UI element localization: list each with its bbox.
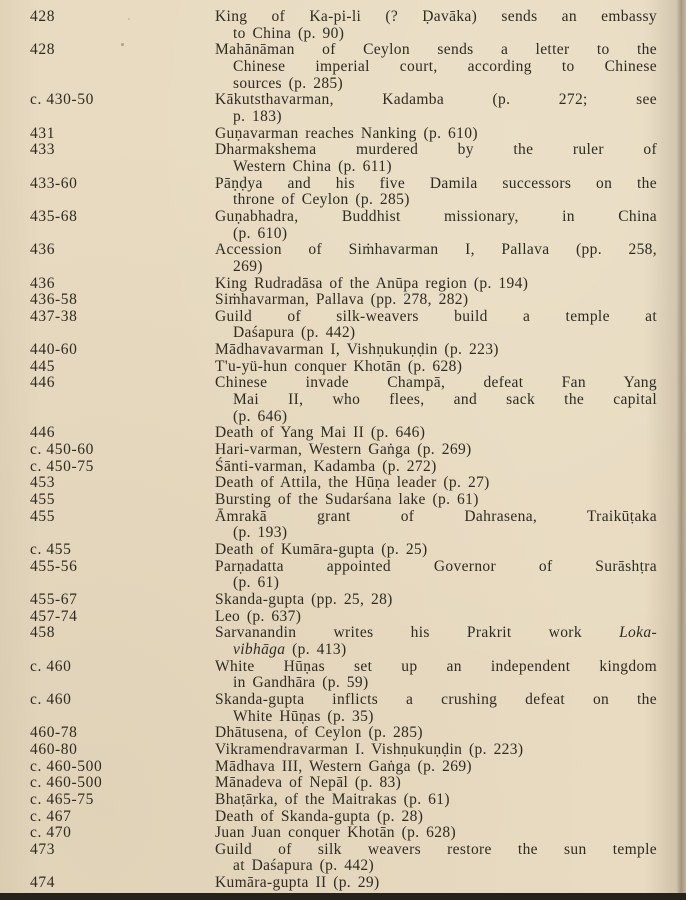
text: Śānti-varman, Kadamba (p. 272): [215, 457, 437, 475]
entry-description: [215, 92, 657, 125]
entry-description: [215, 309, 657, 342]
text: T'u-yü-hun conquer Khotān (p. 628): [215, 357, 463, 375]
entry-description: [215, 42, 657, 92]
text: King of Ka-pi-li (? Ḍavāka) sends an embassy: [215, 8, 657, 25]
entry-date: 473: [30, 840, 56, 858]
text: p. 183): [233, 107, 282, 125]
entry-line: [215, 775, 657, 792]
entry-date: 428: [30, 8, 56, 25]
entry-description: [215, 9, 657, 42]
chronology-row: [0, 825, 686, 842]
entry-date: 435-68: [30, 207, 78, 225]
text: (p. 61): [233, 574, 280, 592]
text: (p. 413): [285, 640, 347, 658]
entry-description: [215, 276, 657, 293]
entry-date: 455: [30, 491, 56, 509]
entry-date: 457-74: [30, 607, 78, 625]
text: at Daśapura (p. 442): [233, 857, 375, 875]
text: Pāṇḍya and his five Damila successors on the: [215, 174, 657, 192]
entry-description: [215, 825, 657, 842]
chronology-row: [0, 542, 686, 559]
text: Dharmakshema murdered by the ruler of: [215, 141, 657, 159]
chronology-row: [0, 875, 686, 892]
chronology-row: [0, 359, 686, 376]
text: Bursting of the Sudarśana lake (p. 61): [215, 491, 479, 509]
chronology-row: [0, 659, 686, 692]
chronology-row: [0, 126, 686, 143]
entry-date: 436: [30, 241, 56, 259]
text: Mādhavavarman I, Vishṇukuṇḍin (p. 223): [215, 341, 499, 359]
entry-date: 446: [30, 374, 56, 392]
entry-description: [215, 625, 657, 658]
text: Leo (p. 637): [215, 607, 302, 625]
entry-description: [215, 242, 657, 275]
entry-line: [233, 642, 657, 659]
chronology-row: [0, 592, 686, 609]
entry-date: 445: [30, 357, 56, 375]
text: Guild of silk-weavers build a temple at: [215, 307, 657, 325]
entry-date: 455: [30, 507, 56, 525]
entry-line: [215, 209, 657, 226]
entry-description: [215, 442, 657, 459]
entry-line: [233, 709, 657, 726]
entry-line: [233, 226, 657, 243]
text: (p. 646): [233, 407, 288, 425]
entry-line: [233, 26, 657, 43]
text: in Gandhāra (p. 59): [233, 674, 369, 692]
chronology-row: [0, 625, 686, 658]
entry-line: [215, 742, 657, 759]
chronology-row: [0, 459, 686, 476]
entry-description: [215, 142, 657, 175]
text: Parṇadatta appointed Governor of Surāshṭra: [215, 557, 657, 575]
entry-line: [233, 109, 657, 126]
entry-line: [215, 792, 657, 809]
text: Hari-varman, Western Gaṅga (p. 269): [215, 441, 472, 459]
text: Guṇabhadra, Buddhist missionary, in China: [215, 207, 657, 225]
entry-line: [215, 42, 657, 59]
entry-line: [215, 692, 657, 709]
entry-date: 433-60: [30, 174, 78, 192]
entry-date: 440-60: [30, 341, 78, 359]
entry-line: [215, 442, 657, 459]
entry-date: 460-78: [30, 724, 78, 742]
text: Guṇavarman reaches Nanking (p. 610): [215, 124, 478, 142]
entry-line: [215, 425, 657, 442]
entry-line: [215, 475, 657, 492]
entry-date: 437-38: [30, 307, 78, 325]
entry-line: [233, 259, 657, 276]
text: Chinese imperial court, according to Chinese: [233, 57, 657, 75]
text: to China (p. 90): [233, 24, 345, 42]
entry-description: [215, 475, 657, 492]
entry-date: 431: [30, 124, 56, 142]
chronology-row: [0, 759, 686, 776]
entry-line: [233, 159, 657, 176]
text: Kumāra-gupta II (p. 29): [215, 874, 380, 892]
entry-description: [215, 342, 657, 359]
entry-description: [215, 875, 657, 892]
italic-text: Loka-: [619, 624, 657, 642]
text: Mahānāman of Ceylon sends a letter to the: [215, 41, 657, 59]
text: throne of Ceylon (p. 285): [233, 191, 410, 209]
text: Skanda-gupta inflicts a crushing defeat on the: [215, 690, 657, 708]
entry-line: [215, 142, 657, 159]
text: Vikramendravarman I. Vishṇukuṇḍin (p. 223): [215, 740, 524, 758]
entry-description: [215, 425, 657, 442]
entry-line: [215, 825, 657, 842]
entry-line: [215, 242, 657, 259]
entry-description: [215, 559, 657, 592]
entry-line: [215, 276, 657, 293]
entry-date: c. 460-500: [30, 774, 103, 792]
entry-description: [215, 542, 657, 559]
text: King Rudradāsa of the Anūpa region (p. 194): [215, 274, 529, 292]
text: Mānadeva of Nepāl (p. 83): [215, 774, 402, 792]
chronology-row: [0, 242, 686, 275]
text: (p. 610): [233, 224, 288, 242]
entry-description: [215, 775, 657, 792]
ink-speck: [128, 18, 130, 20]
chronology-row: [0, 792, 686, 809]
entry-line: [215, 625, 657, 642]
entry-date: c. 450-75: [30, 457, 94, 475]
entry-description: [215, 759, 657, 776]
text: Juan Juan conquer Khotān (p. 628): [215, 824, 456, 842]
entry-date: c. 460: [30, 690, 72, 708]
entry-description: [215, 692, 657, 725]
entry-description: [215, 509, 657, 542]
entry-line: [215, 459, 657, 476]
entry-date: 453: [30, 474, 56, 492]
entry-line: [233, 675, 657, 692]
chronology-row: [0, 475, 686, 492]
text: Dhātusena, of Ceylon (p. 285): [215, 724, 423, 742]
chronology-row: [0, 142, 686, 175]
entry-line: [215, 875, 657, 892]
entry-description: [215, 725, 657, 742]
text: Chinese invade Champā, defeat Fan Yang: [215, 374, 657, 392]
entry-line: [215, 609, 657, 626]
text: Death of Kumāra-gupta (p. 25): [215, 541, 428, 558]
entry-line: [233, 409, 657, 426]
chronology-row: [0, 775, 686, 792]
chronology-row: [0, 9, 686, 42]
entry-description: [215, 459, 657, 476]
entry-line: [215, 809, 657, 826]
entry-line: [215, 659, 657, 676]
entry-line: [233, 325, 657, 342]
text: 269): [233, 257, 263, 275]
text: sources (p. 285): [233, 74, 344, 92]
entry-line: [215, 375, 657, 392]
entry-line: [233, 858, 657, 875]
entry-line: [215, 9, 657, 26]
entry-date: c. 465-75: [30, 790, 94, 808]
entry-line: [233, 192, 657, 209]
entry-line: [215, 592, 657, 609]
entry-description: [215, 842, 657, 875]
entry-description: [215, 659, 657, 692]
entry-description: [215, 742, 657, 759]
entry-description: [215, 609, 657, 626]
chronology-row: [0, 692, 686, 725]
text: Accession of Siṁhavarman I, Pallava (pp. 258,: [215, 241, 657, 259]
ink-speck: [121, 43, 124, 46]
entry-line: [233, 76, 657, 93]
scan-edge-band: [0, 893, 686, 900]
entry-date: c. 470: [30, 824, 72, 842]
entry-line: [215, 542, 657, 559]
ink-speck: [297, 146, 299, 148]
chronology-row: [0, 92, 686, 125]
text: Guild of silk weavers restore the sun temple: [215, 840, 657, 858]
entry-date: 458: [30, 624, 56, 642]
chronology-row: [0, 609, 686, 626]
entry-line: [215, 92, 657, 109]
chronology-row: [0, 342, 686, 359]
text: Death of Yang Mai II (p. 646): [215, 424, 426, 442]
entry-description: [215, 209, 657, 242]
entry-description: [215, 126, 657, 143]
text: Āmrakā grant of Dahrasena, Traikūṭaka: [215, 507, 657, 525]
text: Daśapura (p. 442): [233, 324, 356, 342]
entry-description: [215, 176, 657, 209]
text: Siṁhavarman, Pallava (pp. 278, 282): [215, 291, 469, 309]
text: Mādhava III, Western Gaṅga (p. 269): [215, 757, 472, 775]
text: Mai II, who flees, and sack the capital: [233, 391, 657, 409]
entry-date: 433: [30, 141, 56, 159]
chronology-row: [0, 276, 686, 293]
chronology-row: [0, 42, 686, 92]
entry-description: [215, 292, 657, 309]
chronology-row: [0, 209, 686, 242]
text: White Hūṇas set up an independent kingdom: [215, 657, 657, 675]
entry-date: 428: [30, 41, 56, 59]
entry-line: [215, 509, 657, 526]
entry-line: [215, 176, 657, 193]
chronology-row: [0, 309, 686, 342]
entry-date: c. 460: [30, 657, 72, 675]
chronology-row: [0, 375, 686, 425]
text: Western China (p. 611): [233, 157, 392, 175]
entry-date: c. 450-60: [30, 441, 94, 459]
entry-date: 474: [30, 874, 56, 892]
entry-date: c. 455: [30, 541, 72, 558]
entry-description: [215, 359, 657, 376]
entry-line: [215, 492, 657, 509]
entry-line: [215, 842, 657, 859]
entry-date: c. 460-500: [30, 757, 103, 775]
entry-line: [233, 392, 657, 409]
entry-line: [233, 59, 657, 76]
entry-line: [233, 525, 657, 542]
entry-date: 446: [30, 424, 56, 442]
chronology-row: [0, 425, 686, 442]
entry-line: [215, 292, 657, 309]
entry-date: 460-80: [30, 740, 78, 758]
chronology-row: [0, 509, 686, 542]
chronology-row: [0, 559, 686, 592]
entry-line: [215, 725, 657, 742]
text: Bhaṭārka, of the Maitrakas (p. 61): [215, 790, 450, 808]
chronology-row: [0, 176, 686, 209]
text: Skanda-gupta (pp. 25, 28): [215, 590, 393, 608]
entry-date: c. 430-50: [30, 91, 94, 109]
entry-line: [215, 759, 657, 776]
italic-text: vibhāga: [233, 640, 286, 658]
entry-line: [215, 309, 657, 326]
entry-description: [215, 792, 657, 809]
chronology-row: [0, 492, 686, 509]
entry-date: 436: [30, 274, 56, 292]
entry-date: 455-67: [30, 590, 78, 608]
text: Sarvanandin writes his Prakrit work: [215, 624, 620, 642]
entry-line: [215, 359, 657, 376]
entry-description: [215, 492, 657, 509]
chronology-row: [0, 809, 686, 826]
text: (p. 193): [233, 524, 288, 542]
entry-line: [233, 575, 657, 592]
text: Death of Attila, the Hūṇa leader (p. 27): [215, 474, 490, 492]
text: Death of Skanda-gupta (p. 28): [215, 807, 424, 825]
entry-line: [215, 126, 657, 143]
entry-date: 436-58: [30, 291, 78, 309]
chronology-row: [0, 842, 686, 875]
chronology-row: [0, 292, 686, 309]
chronology-row: [0, 742, 686, 759]
entry-description: [215, 592, 657, 609]
text: Kākutsthavarman, Kadamba (p. 272; see: [215, 91, 657, 109]
entry-date: 455-56: [30, 557, 78, 575]
chronology-row: [0, 725, 686, 742]
entry-line: [215, 342, 657, 359]
entry-date: c. 467: [30, 807, 72, 825]
text: White Hūṇas (p. 35): [233, 707, 374, 725]
entry-description: [215, 375, 657, 425]
entry-line: [215, 559, 657, 576]
chronology-row: [0, 442, 686, 459]
entry-description: [215, 809, 657, 826]
